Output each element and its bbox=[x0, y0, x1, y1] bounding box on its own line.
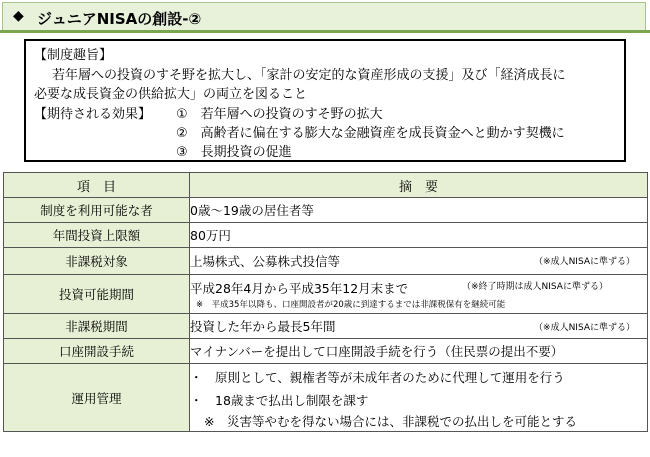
row-value-period: 平成28年4月から平成35年12月末まで bbox=[190, 280, 409, 296]
management-bullet-1: ・ 原則として、親権者等が未成年者のために代理して運用を行う bbox=[190, 369, 565, 385]
row-value-target-cell bbox=[190, 248, 648, 275]
table-row bbox=[4, 339, 648, 364]
table-header-row bbox=[4, 173, 648, 198]
row-subnote-period: ※ 平成35年以降も、口座開設者が20歳に到達するまでは非課税保有を継続可能 bbox=[196, 299, 506, 310]
purpose-text-line1: 若年層への投資のすそ野を拡大し、「家計の安定的な資産形成の支援」及び「経済成長に bbox=[52, 68, 566, 83]
purpose-heading: 【制度趣旨】 bbox=[34, 48, 113, 63]
row-value-period-cell bbox=[190, 275, 648, 314]
effect-item-3: ③ 長期投資の促進 bbox=[176, 145, 292, 160]
effect-item-2: ② 高齢者に偏在する膨大な金融資産を成長資金へと動かす契機に bbox=[176, 126, 565, 141]
title-underline bbox=[0, 30, 650, 33]
row-value-eligible: 0歳～19歳の居住者等 bbox=[190, 198, 648, 223]
row-label-taxfree: 非課税期間 bbox=[4, 314, 190, 339]
row-value-taxfree: 投資した年から最長5年間 bbox=[190, 319, 336, 334]
management-note: ※ 災害等やむを得ない場合には、非課税での払出しを可能とする bbox=[204, 413, 577, 429]
row-value-target: 上場株式、公募株式投信等 bbox=[190, 254, 341, 269]
row-label-eligible: 制度を利用可能な者 bbox=[4, 198, 190, 223]
row-label-limit: 年間投資上限額 bbox=[4, 223, 190, 248]
summary-table bbox=[3, 172, 648, 432]
management-bullet-2: ・ 18歳まで払出し制限を課す bbox=[190, 392, 369, 408]
row-label-period: 投資可能期間 bbox=[4, 275, 190, 314]
diamond-icon: ◆ bbox=[13, 8, 24, 24]
row-label-opening: 口座開設手続 bbox=[4, 339, 190, 364]
title-bar bbox=[2, 2, 646, 32]
purpose-text-line2: 必要な成長資金の供給拡大」の両立を図ること bbox=[34, 87, 308, 102]
row-value-limit: 80万円 bbox=[190, 223, 648, 248]
effect-item-1: ① 若年層への投資のすそ野の拡大 bbox=[176, 107, 383, 122]
purpose-box bbox=[24, 39, 626, 162]
table-row bbox=[4, 364, 648, 432]
row-note-period: （※終了時期は成人NISAに準ずる） bbox=[462, 282, 608, 292]
row-value-taxfree-cell bbox=[190, 314, 648, 339]
column-header-item: 項 目 bbox=[4, 173, 190, 198]
effects-heading: 【期待される効果】 bbox=[34, 107, 152, 122]
table-row bbox=[4, 275, 648, 314]
row-note-target: （※成人NISAに準ずる） bbox=[534, 257, 635, 267]
page-title: ジュニアNISAの創設-② bbox=[37, 10, 202, 28]
row-note-taxfree: （※成人NISAに準ずる） bbox=[534, 323, 635, 333]
table-row bbox=[4, 314, 648, 339]
table-row bbox=[4, 198, 648, 223]
row-label-management: 運用管理 bbox=[4, 364, 190, 432]
row-value-opening: マイナンバーを提出して口座開設手続を行う（住民票の提出不要） bbox=[190, 339, 648, 364]
row-label-target: 非課税対象 bbox=[4, 248, 190, 275]
table-row bbox=[4, 248, 648, 275]
row-value-management-cell bbox=[190, 364, 648, 432]
column-header-summary: 摘 要 bbox=[190, 173, 648, 198]
table-row bbox=[4, 223, 648, 248]
